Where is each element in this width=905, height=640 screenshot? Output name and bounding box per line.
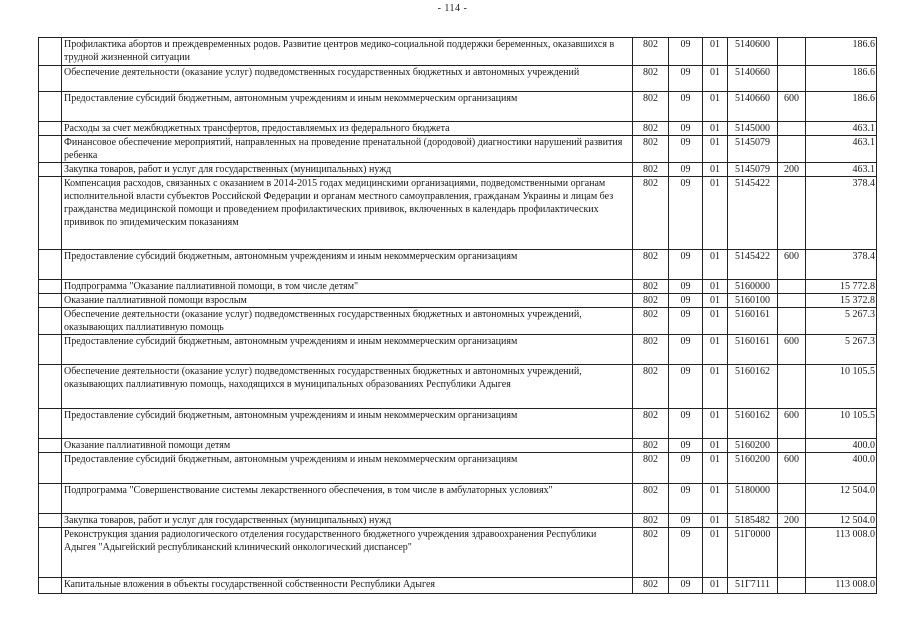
cell-vr	[778, 439, 806, 453]
cell-pr: 01	[703, 335, 728, 365]
row-marker-cell	[39, 250, 62, 280]
cell-gr: 802	[633, 365, 669, 409]
row-marker-cell	[39, 335, 62, 365]
table-row	[39, 294, 877, 308]
cell-cs: 5160200	[728, 453, 778, 484]
table-row	[39, 578, 877, 594]
table-row	[39, 38, 877, 66]
cell-vr: 600	[778, 250, 806, 280]
cell-pr: 01	[703, 484, 728, 514]
cell-pr: 01	[703, 528, 728, 578]
cell-vr	[778, 294, 806, 308]
cell-pr: 01	[703, 365, 728, 409]
cell-sum: 463.1	[806, 136, 877, 163]
budget-table	[38, 37, 877, 594]
cell-name: Профилактика абортов и преждевременных родов. Развитие центров медико-социальной поддержки беременных, оказавшихся в трудной жизненной ситуации	[62, 38, 633, 66]
cell-name: Компенсация расходов, связанных с оказанием в 2014-2015 годах медицинскими организациями, подведомственными органам исполнительной власти субъектов Российской Федерации и органам местного самоуправления, гражданам Украины и лицам без гражданства медицинской помощи и проведением профилактических прививок, включенных в календарь профилактических прививок по эпидемическим показаниям	[62, 177, 633, 250]
cell-rz: 09	[669, 528, 703, 578]
cell-cs: 51Г7111	[728, 578, 778, 594]
table-row	[39, 409, 877, 439]
cell-rz: 09	[669, 484, 703, 514]
cell-name: Подпрограмма "Совершенствование системы лекарственного обеспечения, в том числе в амбулаторных условиях"	[62, 484, 633, 514]
cell-name: Предоставление субсидий бюджетным, автономным учреждениям и иным некоммерческим организациям	[62, 92, 633, 122]
table-row	[39, 335, 877, 365]
cell-gr: 802	[633, 294, 669, 308]
cell-name: Обеспечение деятельности (оказание услуг) подведомственных государственных бюджетных и автономных учреждений, оказывающих паллиативную помощь, находящихся в муниципальных образованиях Республики Адыгея	[62, 365, 633, 409]
cell-name: Предоставление субсидий бюджетным, автономным учреждениям и иным некоммерческим организациям	[62, 250, 633, 280]
cell-pr: 01	[703, 177, 728, 250]
cell-cs: 5160161	[728, 308, 778, 335]
row-marker-cell	[39, 294, 62, 308]
cell-gr: 802	[633, 92, 669, 122]
cell-vr	[778, 484, 806, 514]
row-marker-cell	[39, 280, 62, 294]
table-row	[39, 308, 877, 335]
cell-pr: 01	[703, 409, 728, 439]
cell-pr: 01	[703, 453, 728, 484]
row-marker-cell	[39, 92, 62, 122]
cell-sum: 378.4	[806, 177, 877, 250]
cell-gr: 802	[633, 122, 669, 136]
cell-gr: 802	[633, 528, 669, 578]
cell-rz: 09	[669, 136, 703, 163]
table-body	[39, 38, 877, 594]
row-marker-cell	[39, 439, 62, 453]
row-marker-cell	[39, 163, 62, 177]
cell-vr: 600	[778, 92, 806, 122]
cell-vr: 600	[778, 335, 806, 365]
row-marker-cell	[39, 136, 62, 163]
row-marker-cell	[39, 308, 62, 335]
cell-name: Финансовое обеспечение мероприятий, направленных на проведение пренатальной (дородовой) диагностики нарушений развития ребенка	[62, 136, 633, 163]
table-row	[39, 66, 877, 92]
cell-gr: 802	[633, 280, 669, 294]
cell-sum: 113 008.0	[806, 578, 877, 594]
table-row	[39, 136, 877, 163]
cell-sum: 5 267.3	[806, 335, 877, 365]
cell-rz: 09	[669, 92, 703, 122]
cell-rz: 09	[669, 335, 703, 365]
row-marker-cell	[39, 38, 62, 66]
cell-vr: 200	[778, 163, 806, 177]
cell-rz: 09	[669, 514, 703, 528]
cell-sum: 10 105.5	[806, 409, 877, 439]
table-row	[39, 453, 877, 484]
cell-cs: 5140600	[728, 38, 778, 66]
cell-pr: 01	[703, 38, 728, 66]
cell-name: Обеспечение деятельности (оказание услуг) подведомственных государственных бюджетных и автономных учреждений	[62, 66, 633, 92]
row-marker-cell	[39, 484, 62, 514]
cell-rz: 09	[669, 250, 703, 280]
cell-rz: 09	[669, 66, 703, 92]
cell-vr: 200	[778, 514, 806, 528]
cell-cs: 5160200	[728, 439, 778, 453]
cell-vr	[778, 38, 806, 66]
cell-rz: 09	[669, 453, 703, 484]
row-marker-cell	[39, 409, 62, 439]
cell-vr	[778, 66, 806, 92]
cell-pr: 01	[703, 66, 728, 92]
cell-name: Закупка товаров, работ и услуг для государственных (муниципальных) нужд	[62, 163, 633, 177]
table-row	[39, 250, 877, 280]
cell-rz: 09	[669, 578, 703, 594]
cell-cs: 5160000	[728, 280, 778, 294]
cell-pr: 01	[703, 514, 728, 528]
row-marker-cell	[39, 177, 62, 250]
cell-pr: 01	[703, 250, 728, 280]
cell-sum: 186.6	[806, 66, 877, 92]
cell-gr: 802	[633, 409, 669, 439]
cell-rz: 09	[669, 122, 703, 136]
cell-name: Оказание паллиативной помощи детям	[62, 439, 633, 453]
cell-name: Расходы за счет межбюджетных трансфертов, предоставляемых из федерального бюджета	[62, 122, 633, 136]
cell-cs: 5185482	[728, 514, 778, 528]
cell-sum: 15 372.8	[806, 294, 877, 308]
cell-sum: 186.6	[806, 92, 877, 122]
cell-pr: 01	[703, 136, 728, 163]
cell-vr: 600	[778, 409, 806, 439]
cell-gr: 802	[633, 439, 669, 453]
cell-cs: 5180000	[728, 484, 778, 514]
page-number: - 114 -	[437, 3, 468, 14]
cell-rz: 09	[669, 280, 703, 294]
cell-pr: 01	[703, 308, 728, 335]
cell-sum: 463.1	[806, 163, 877, 177]
table-row	[39, 439, 877, 453]
cell-gr: 802	[633, 250, 669, 280]
cell-name: Предоставление субсидий бюджетным, автономным учреждениям и иным некоммерческим организациям	[62, 453, 633, 484]
cell-rz: 09	[669, 38, 703, 66]
table-row	[39, 92, 877, 122]
cell-gr: 802	[633, 335, 669, 365]
cell-name: Предоставление субсидий бюджетным, автономным учреждениям и иным некоммерческим организациям	[62, 335, 633, 365]
table-row	[39, 163, 877, 177]
cell-gr: 802	[633, 177, 669, 250]
table-row	[39, 122, 877, 136]
row-marker-cell	[39, 122, 62, 136]
table-row	[39, 365, 877, 409]
table-row	[39, 514, 877, 528]
cell-name: Капитальные вложения в объекты государственной собственности Республики Адыгея	[62, 578, 633, 594]
cell-pr: 01	[703, 439, 728, 453]
cell-rz: 09	[669, 365, 703, 409]
row-marker-cell	[39, 528, 62, 578]
cell-rz: 09	[669, 439, 703, 453]
cell-name: Реконструкция здания радиологического отделения государственного бюджетного учреждения здравоохранения Республики Адыгея "Адыгейский республиканский клинический онкологический диспансер"	[62, 528, 633, 578]
cell-gr: 802	[633, 136, 669, 163]
cell-cs: 5140660	[728, 66, 778, 92]
cell-vr	[778, 177, 806, 250]
cell-rz: 09	[669, 409, 703, 439]
cell-sum: 15 772.8	[806, 280, 877, 294]
cell-vr	[778, 136, 806, 163]
cell-cs: 5145079	[728, 136, 778, 163]
cell-vr	[778, 578, 806, 594]
cell-name: Закупка товаров, работ и услуг для государственных (муниципальных) нужд	[62, 514, 633, 528]
table-row	[39, 177, 877, 250]
row-marker-cell	[39, 365, 62, 409]
cell-gr: 802	[633, 38, 669, 66]
cell-vr	[778, 122, 806, 136]
cell-cs: 5145079	[728, 163, 778, 177]
table-row	[39, 528, 877, 578]
cell-vr	[778, 308, 806, 335]
cell-gr: 802	[633, 578, 669, 594]
cell-sum: 186.6	[806, 38, 877, 66]
cell-sum: 378.4	[806, 250, 877, 280]
cell-vr	[778, 528, 806, 578]
cell-sum: 400.0	[806, 439, 877, 453]
cell-pr: 01	[703, 163, 728, 177]
cell-pr: 01	[703, 294, 728, 308]
cell-rz: 09	[669, 163, 703, 177]
cell-pr: 01	[703, 280, 728, 294]
cell-gr: 802	[633, 484, 669, 514]
cell-pr: 01	[703, 578, 728, 594]
cell-gr: 802	[633, 308, 669, 335]
cell-sum: 5 267.3	[806, 308, 877, 335]
row-marker-cell	[39, 66, 62, 92]
cell-vr: 600	[778, 453, 806, 484]
cell-cs: 5140660	[728, 92, 778, 122]
cell-vr	[778, 280, 806, 294]
cell-vr	[778, 365, 806, 409]
cell-cs: 5160162	[728, 365, 778, 409]
cell-sum: 113 008.0	[806, 528, 877, 578]
cell-sum: 400.0	[806, 453, 877, 484]
row-marker-cell	[39, 453, 62, 484]
cell-cs: 5160162	[728, 409, 778, 439]
cell-cs: 5145422	[728, 177, 778, 250]
cell-cs: 51Г0000	[728, 528, 778, 578]
cell-gr: 802	[633, 514, 669, 528]
cell-pr: 01	[703, 92, 728, 122]
cell-gr: 802	[633, 453, 669, 484]
cell-sum: 12 504.0	[806, 484, 877, 514]
cell-rz: 09	[669, 177, 703, 250]
cell-pr: 01	[703, 122, 728, 136]
row-marker-cell	[39, 514, 62, 528]
table-row	[39, 484, 877, 514]
row-marker-cell	[39, 578, 62, 594]
cell-gr: 802	[633, 163, 669, 177]
cell-sum: 12 504.0	[806, 514, 877, 528]
cell-sum: 463.1	[806, 122, 877, 136]
cell-rz: 09	[669, 308, 703, 335]
cell-cs: 5160161	[728, 335, 778, 365]
cell-rz: 09	[669, 294, 703, 308]
table-row	[39, 280, 877, 294]
cell-name: Предоставление субсидий бюджетным, автономным учреждениям и иным некоммерческим организациям	[62, 409, 633, 439]
cell-gr: 802	[633, 66, 669, 92]
cell-name: Обеспечение деятельности (оказание услуг) подведомственных государственных бюджетных и автономных учреждений, оказывающих паллиативную помощь	[62, 308, 633, 335]
cell-sum: 10 105.5	[806, 365, 877, 409]
cell-cs: 5160100	[728, 294, 778, 308]
cell-cs: 5145000	[728, 122, 778, 136]
cell-name: Подпрограмма "Оказание паллиативной помощи, в том числе детям"	[62, 280, 633, 294]
cell-cs: 5145422	[728, 250, 778, 280]
cell-name: Оказание паллиативной помощи взрослым	[62, 294, 633, 308]
